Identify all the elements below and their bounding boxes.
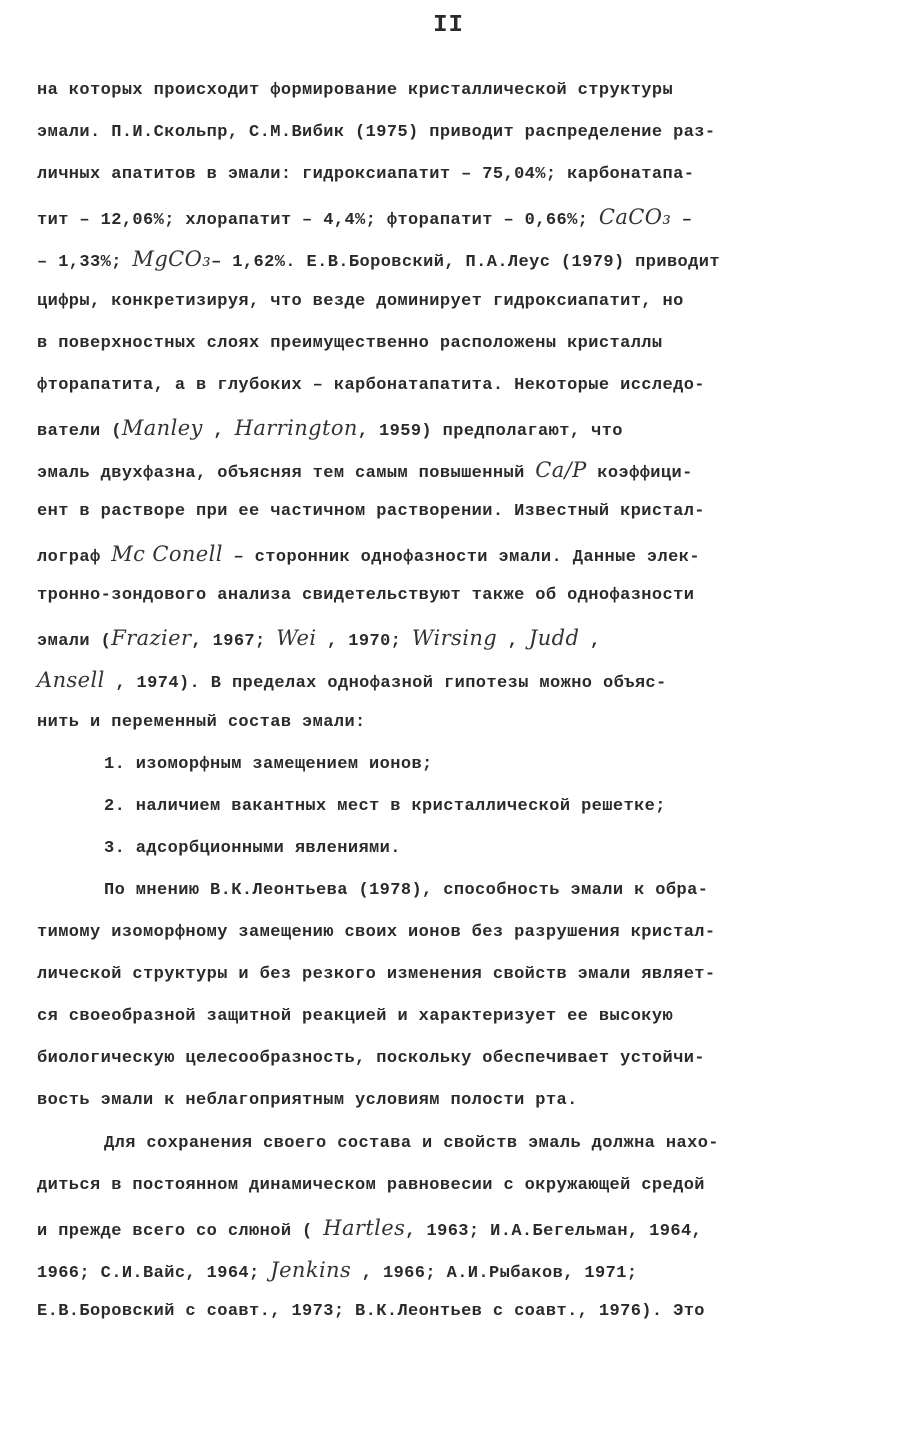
text-line bbox=[0, 1169, 897, 1203]
typed-text: – 1,62%. Е.В.Боровский, П.А.Леус (1979) приводит bbox=[211, 253, 720, 273]
typed-text: 1. изоморфным замещением ионов; bbox=[104, 754, 433, 774]
text-line bbox=[0, 832, 897, 866]
handwritten-insert: Ansell bbox=[37, 668, 105, 693]
typed-text: , bbox=[579, 632, 601, 652]
text-line bbox=[0, 1295, 897, 1329]
typed-text: тронно-зондового анализа свидетельствуют также об однофазности bbox=[37, 586, 695, 606]
handwritten-insert: Harrington bbox=[234, 415, 358, 440]
typed-text: тит – 12,06%; хлорапатит – 4,4%; фторапатит – 0,66%; bbox=[37, 211, 599, 231]
text-line bbox=[0, 453, 897, 487]
typed-text: , 1963; И.А.Бегельман, 1964, bbox=[405, 1221, 703, 1241]
typed-text: , 1974). В пределах однофазной гипотезы можно объяс- bbox=[104, 674, 667, 694]
handwritten-insert: Hartles bbox=[323, 1215, 406, 1240]
text-line bbox=[0, 1042, 897, 1076]
text-line bbox=[0, 663, 897, 697]
typed-text: на которых происходит формирование кристаллической структуры bbox=[37, 81, 674, 100]
text-line bbox=[0, 158, 897, 192]
typed-text: ент в растворе при ее частичном растворении. Известный кристал- bbox=[37, 502, 705, 521]
text-line bbox=[0, 874, 897, 908]
typed-text: нить и переменный состав эмали: bbox=[37, 712, 366, 732]
typed-text: личных апатитов в эмали: гидроксиапатит – 75,04%; карбонатапа- bbox=[37, 165, 695, 185]
text-line bbox=[0, 706, 897, 740]
typed-text: , 1967; bbox=[191, 632, 277, 652]
typed-text: 1966; С.И.Вайс, 1964; bbox=[37, 1263, 271, 1283]
handwritten-insert: Manley bbox=[121, 415, 203, 440]
typed-text: эмали ( bbox=[37, 632, 112, 652]
typed-text: , bbox=[202, 421, 235, 441]
text-line bbox=[0, 579, 897, 613]
typed-text: вость эмали к неблагоприятным условиям полости рта. bbox=[37, 1091, 578, 1111]
text-line bbox=[0, 748, 897, 782]
typed-text: диться в постоянном динамическом равновесии с окружающей средой bbox=[37, 1175, 705, 1195]
text-line bbox=[0, 1127, 897, 1161]
handwritten-insert: CaCO₃ bbox=[598, 205, 672, 230]
typed-text: 2. наличием вакантных мест в кристаллической решетке; bbox=[104, 796, 666, 816]
handwritten-insert: Mc Conell bbox=[111, 542, 223, 567]
typed-text: коэффици- bbox=[586, 463, 693, 483]
text-line bbox=[0, 242, 897, 276]
text-line bbox=[0, 200, 897, 234]
text-line bbox=[0, 285, 897, 319]
text-line bbox=[0, 74, 897, 108]
typed-text: в поверхностных слоях преимущественно расположены кристаллы bbox=[37, 333, 663, 353]
typed-text: лограф bbox=[37, 548, 112, 568]
handwritten-insert: Judd bbox=[528, 626, 580, 651]
text-line bbox=[0, 411, 897, 445]
typed-text: , bbox=[497, 632, 529, 652]
typed-text: фторапатита, а в глубоких – карбонатапатита. Некоторые исследо- bbox=[37, 375, 705, 395]
text-line bbox=[0, 916, 897, 950]
handwritten-insert: Wirsing bbox=[411, 626, 498, 651]
handwritten-insert: Frazier bbox=[111, 626, 192, 651]
text-line bbox=[0, 327, 897, 361]
page-number: II bbox=[433, 12, 464, 39]
text-line bbox=[0, 790, 897, 824]
typed-text: , 1970; bbox=[316, 632, 412, 652]
handwritten-insert: MgCO₃ bbox=[132, 247, 212, 272]
typed-text: Для сохранения своего состава и свойств эмаль должна нахо- bbox=[104, 1133, 719, 1153]
typed-text: цифры, конкретизируя, что везде доминирует гидроксиапатит, но bbox=[37, 291, 684, 311]
typed-text: биологическую целесообразность, поскольку обеспечивает устойчи- bbox=[37, 1049, 705, 1069]
typed-text: – сторонник однофазности эмали. Данные элек- bbox=[222, 548, 700, 568]
handwritten-insert: Ca/P bbox=[535, 457, 587, 482]
typed-text: лической структуры и без резкого изменения свойств эмали являет- bbox=[37, 965, 716, 985]
typed-text: , 1959) предполагают, что bbox=[357, 421, 623, 441]
text-line bbox=[0, 1000, 897, 1034]
typed-text: тимому изоморфному замещению своих ионов без разрушения кристал- bbox=[37, 923, 716, 942]
text-line bbox=[0, 1084, 897, 1118]
typed-text: эмали. П.И.Скольпр, С.М.Вибик (1975) приводит распределение раз- bbox=[37, 123, 716, 143]
text-line bbox=[0, 1253, 897, 1287]
text-line bbox=[0, 621, 897, 655]
typed-text: По мнению В.К.Леонтьева (1978), способность эмали к обра- bbox=[104, 880, 709, 900]
typed-text: эмаль двухфазна, объясняя тем самым повышенный bbox=[37, 463, 536, 483]
text-line bbox=[0, 369, 897, 403]
typed-text: ватели ( bbox=[37, 421, 122, 441]
handwritten-insert: Wei bbox=[276, 626, 317, 651]
typed-text: 3. адсорбционными явлениями. bbox=[104, 838, 401, 858]
text-line bbox=[0, 116, 897, 150]
typed-text: – bbox=[671, 211, 693, 231]
text-line bbox=[0, 1211, 897, 1245]
text-line bbox=[0, 537, 897, 571]
text-line bbox=[0, 495, 897, 529]
typed-text: и прежде всего со слюной ( bbox=[37, 1221, 324, 1241]
typed-text: , 1966; А.И.Рыбаков, 1971; bbox=[351, 1263, 638, 1283]
typed-text: Е.В.Боровский с соавт., 1973; В.К.Леонтьев с соавт., 1976). Это bbox=[37, 1301, 705, 1321]
text-line bbox=[0, 958, 897, 992]
typed-text: – 1,33%; bbox=[37, 253, 133, 273]
typed-text: ся своеобразной защитной реакцией и характеризует ее высокую bbox=[37, 1007, 674, 1027]
handwritten-insert: Jenkins bbox=[270, 1257, 352, 1282]
